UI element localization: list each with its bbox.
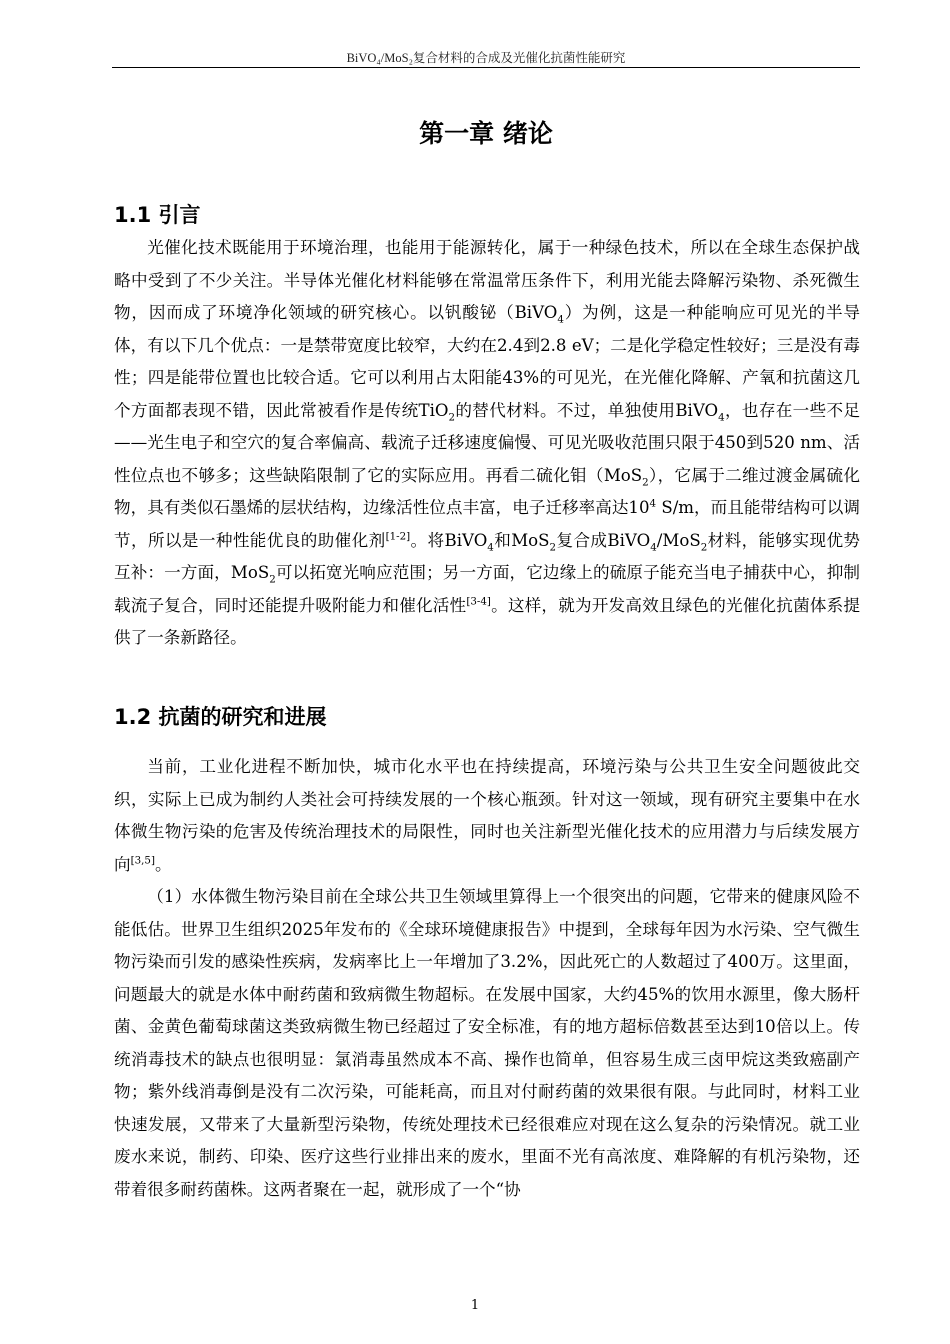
section-heading-1-1: 1.1 引言 bbox=[114, 203, 201, 227]
superscript: [3,5] bbox=[130, 853, 155, 866]
subscript: 2 bbox=[642, 475, 649, 488]
header-rule bbox=[112, 67, 860, 68]
text-run: 材料，能够实现优势互补：一方面，MoS bbox=[114, 530, 861, 582]
text-run: 。这样，就为开发高效且绿色的光催化抗菌体系提供了一条新路径。 bbox=[114, 595, 861, 647]
subscript: 2 bbox=[448, 410, 456, 423]
superscript: 4 bbox=[649, 497, 657, 510]
text-run: 复合成BiVO bbox=[556, 530, 651, 550]
text-run: 的替代材料。不过，单独使用BiVO bbox=[455, 400, 719, 420]
paragraph-1-1-1 bbox=[114, 232, 860, 655]
paragraph-1-2-2 bbox=[114, 881, 860, 1206]
superscript: [3-4] bbox=[466, 594, 491, 607]
text-run: 。将BiVO bbox=[410, 530, 488, 550]
section-1-1-body bbox=[114, 232, 860, 655]
subscript: 4 bbox=[557, 313, 564, 326]
text-run: S/m，而且能带结构可以调节，所以是一种性能优良的助催化剂 bbox=[114, 498, 860, 550]
running-header: BiVO₄/MoS₂复合材料的合成及光催化抗菌性能研究 bbox=[346, 51, 626, 65]
page-number: 1 bbox=[470, 1298, 480, 1313]
subscript: 4 bbox=[487, 540, 494, 553]
superscript: [1-2] bbox=[385, 529, 411, 542]
text-run: ），它属于二维过渡金属硫化物，具有类似石墨烯的层状结构，边缘活性位点丰富，电子迁移率高达10 bbox=[114, 465, 860, 517]
text-run: /MoS bbox=[656, 530, 701, 550]
subscript: 2 bbox=[549, 540, 557, 553]
text-run: （1）水体微生物污染目前在全球公共卫生领域里算得上一个很突出的问题，它带来的健康风险不能低估。世界卫生组织2025年发布的《全球环境健康报告》中提到，全球每年因为水污染、空气微生物污染而引发的感染性疾病，发病率比上一年增加了3.2%，因此死亡的人数超过了400万。这里面，问题最大的就是水体中耐药菌和致病微生物超标。在发展中国家，大约45%的饮用水源里，像大肠杆菌、金黄色葡萄球菌这类致病微生物已经超过了安全标准，有的地方超标倍数甚至达到10倍以上。传统消毒技术的缺点也很明显：氯消毒虽然成本不高、操作也简单，但容易生成三卤甲烷这类致癌副产物；紫外线消毒倒是没有二次污染，可能耗高，而且对付耐药菌的效果很有限。与此同时，材料工业快速发展，又带来了大量新型污染物，传统处理技术已经很难应对现在这么复杂的污染情况。就工业废水来说，制药、印染、医疗这些行业排出来的废水，里面不光有高浓度、难降解的有机污染物，还带着很多耐药菌株。这两者聚在一起，就形成了一个“协 bbox=[114, 887, 860, 1199]
subscript: 4 bbox=[650, 540, 657, 553]
text-run: ，也存在一些不足——光生电子和空穴的复合率偏高、载流子迁移速度偏慢、可见光吸收范围只限于450到520 nm、活性位点也不够多；这些缺陷限制了它的实际应用。再看二硫化钼（MoS bbox=[114, 400, 861, 485]
section-1-2-body bbox=[114, 751, 860, 1206]
chapter-title: 第一章 绪论 bbox=[419, 119, 553, 148]
text-run: 光催化技术既能用于环境治理，也能用于能源转化，属于一种绿色技术，所以在全球生态保护战略中受到了不少关注。半导体光催化材料能够在常温常压条件下，利用光能去降解污染物、杀死微生物，因而成了环境净化领域的研究核心。以钒酸铋（BiVO bbox=[114, 238, 860, 322]
paragraph-1-2-1 bbox=[114, 751, 860, 881]
subscript: 2 bbox=[269, 573, 276, 586]
section-heading-1-2: 1.2 抗菌的研究和进展 bbox=[114, 705, 327, 729]
text-run: 和MoS bbox=[493, 530, 550, 550]
text-run: 。 bbox=[154, 854, 172, 874]
text-run: 可以拓宽光响应范围；另一方面，它边缘上的硫原子能充当电子捕获中心，抑制载流子复合，同时还能提升吸附能力和催化活性 bbox=[114, 563, 860, 615]
subscript: 4 bbox=[718, 410, 725, 423]
text-run: ）为例，这是一种能响应可见光的半导体，有以下几个优点：一是禁带宽度比较窄，大约在2.4到2.8 eV；二是化学稳定性较好；三是没有毒性；四是能带位置也比较合适。它可以利用占太阳能43%的可见光，在光催化降解、产氧和抗菌这几个方面都表现不错，因此常被看作是传统TiO bbox=[114, 303, 860, 420]
subscript: 2 bbox=[700, 540, 708, 553]
text-run: 当前，工业化进程不断加快，城市化水平也在持续提高，环境污染与公共卫生安全问题彼此交织，实际上已成为制约人类社会可持续发展的一个核心瓶颈。针对这一领域，现有研究主要集中在水体微生物污染的危害及传统治理技术的局限性，同时也关注新型光催化技术的应用潜力与后续发展方向 bbox=[114, 757, 860, 874]
